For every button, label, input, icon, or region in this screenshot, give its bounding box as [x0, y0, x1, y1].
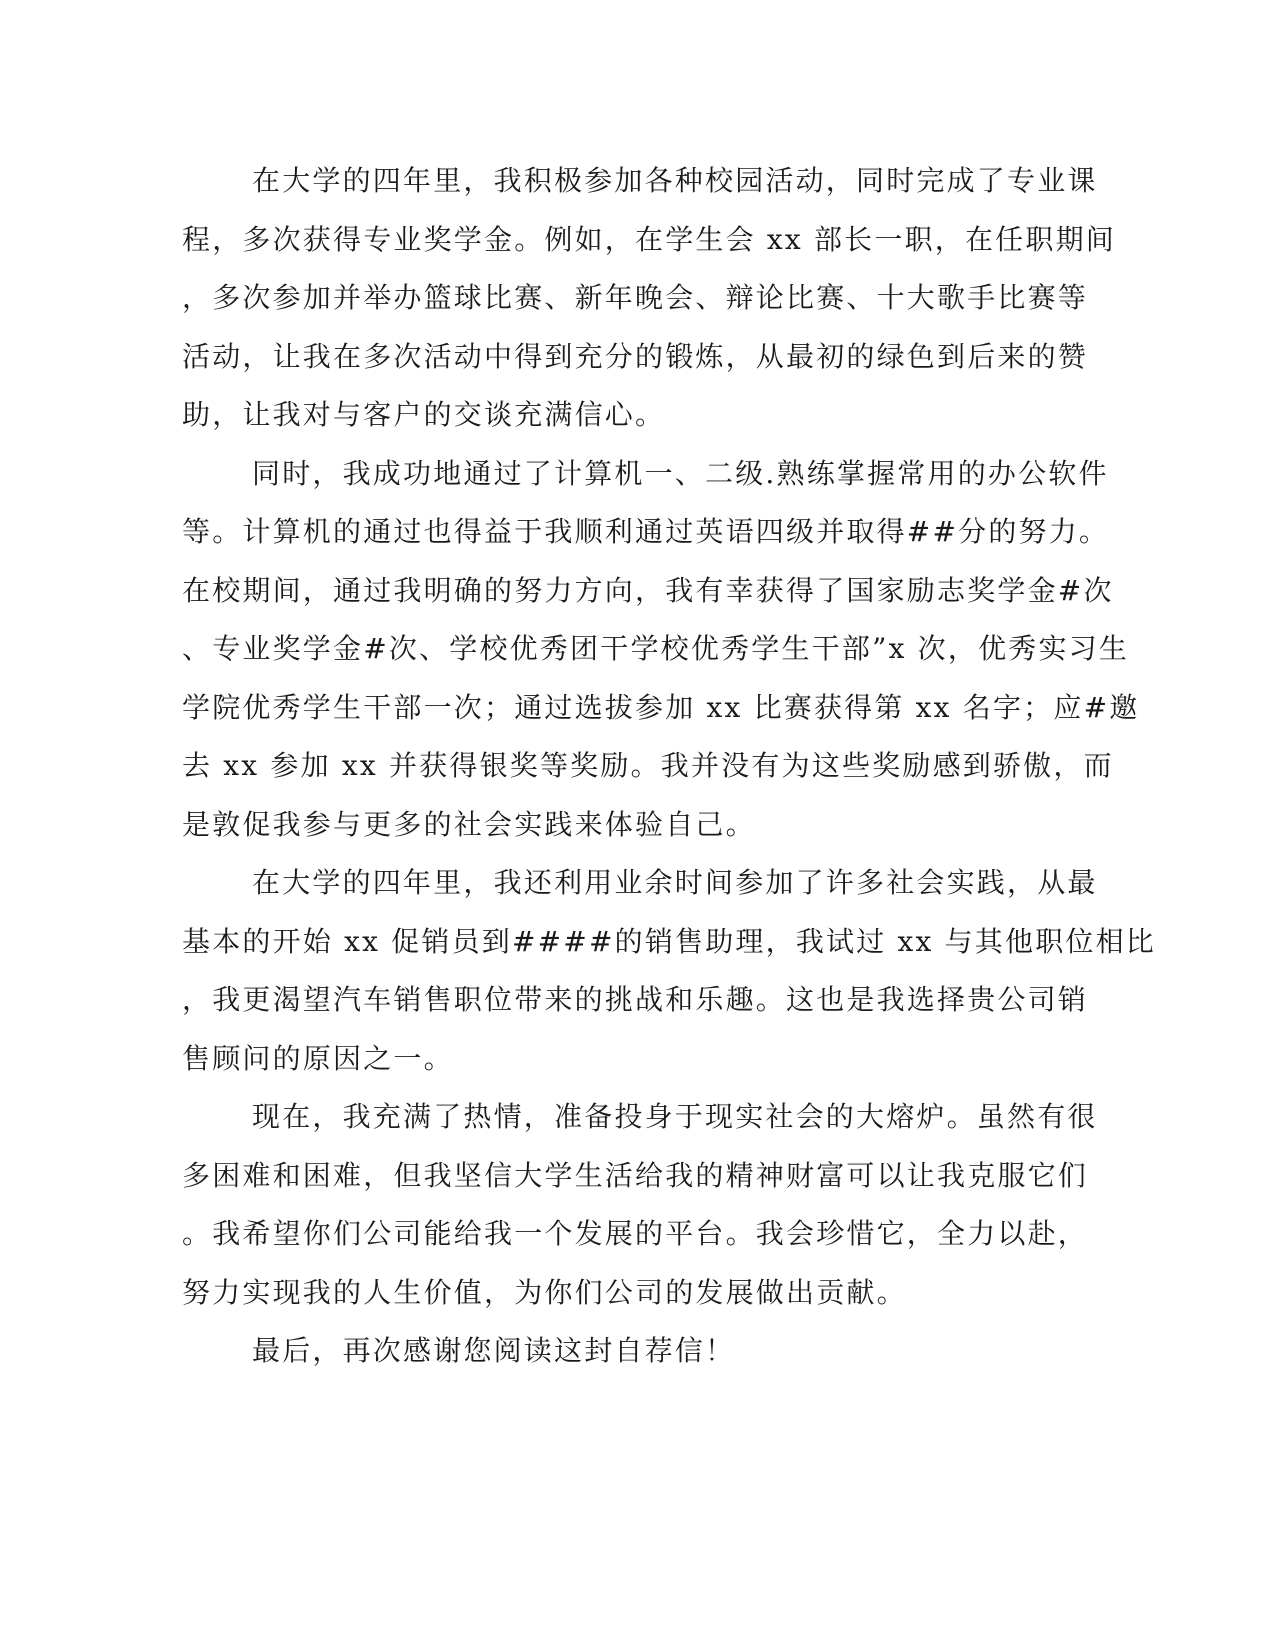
paragraph-3-line-2: 基本的开始 xx 促销员到####的销售助理，我试过 xx 与其他职位相比: [182, 924, 1157, 958]
paragraph-2-line-1: 同时，我成功地通过了计算机一、二级.熟练掌握常用的办公软件: [252, 456, 1109, 490]
paragraph-4-line-1: 现在，我充满了热情，准备投身于现实社会的大熔炉。虽然有很: [252, 1100, 1098, 1133]
paragraph-2-line-4: 、专业奖学金#次、学校优秀团干学校优秀学生干部”x 次，优秀实习生: [182, 632, 1130, 665]
paragraph-2-line-6: 去 xx 参加 xx 并获得银奖等奖励。我并没有为这些奖励感到骄傲，而: [182, 749, 1114, 782]
paragraph-4-line-2: 多困难和困难，但我坚信大学生活给我的精神财富可以让我克服它们: [182, 1158, 1089, 1192]
paragraph-1-line-1: 在大学的四年里，我积极参加各种校园活动，同时完成了专业课: [252, 164, 1098, 197]
paragraph-2-line-5: 学院优秀学生干部一次；通过选拔参加 xx 比赛获得第 xx 名字；应#邀: [182, 690, 1140, 724]
paragraph-4-line-3: 。我希望你们公司能给我一个发展的平台。我会珍惜它，全力以赴，: [182, 1217, 1089, 1250]
paragraph-5-line-1: 最后，再次感谢您阅读这封自荐信！: [252, 1334, 736, 1367]
paragraph-2-line-7: 是敦促我参与更多的社会实践来体验自己。: [182, 807, 756, 841]
paragraph-2-line-3: 在校期间，通过我明确的努力方向，我有幸获得了国家励志奖学金#次: [182, 573, 1114, 607]
document-body: [182, 152, 1157, 1381]
paragraph-1-line-5: 助，让我对与客户的交谈充满信心。: [182, 398, 666, 431]
paragraph-1-line-4: 活动，让我在多次活动中得到充分的锻炼，从最初的绿色到后来的赞: [182, 339, 1089, 373]
paragraph-2-line-2: 等。计算机的通过也得益于我顺利通过英语四级并取得##分的努力。: [182, 515, 1110, 548]
paragraph-1-line-2: 程，多次获得专业奖学金。例如，在学生会 xx 部长一职，在任职期间: [182, 222, 1116, 256]
paragraph-1-line-3: ，多次参加并举办篮球比赛、新年晚会、辩论比赛、十大歌手比赛等: [182, 281, 1089, 314]
paragraph-3-line-3: ，我更渴望汽车销售职位带来的挑战和乐趣。这也是我选择贵公司销: [182, 983, 1089, 1016]
paragraph-4-line-4: 努力实现我的人生价值，为你们公司的发展做出贡献。: [182, 1275, 907, 1309]
paragraph-3-line-1: 在大学的四年里，我还利用业余时间参加了许多社会实践，从最: [252, 866, 1098, 899]
paragraph-3-line-4: 售顾问的原因之一。: [182, 1041, 454, 1075]
